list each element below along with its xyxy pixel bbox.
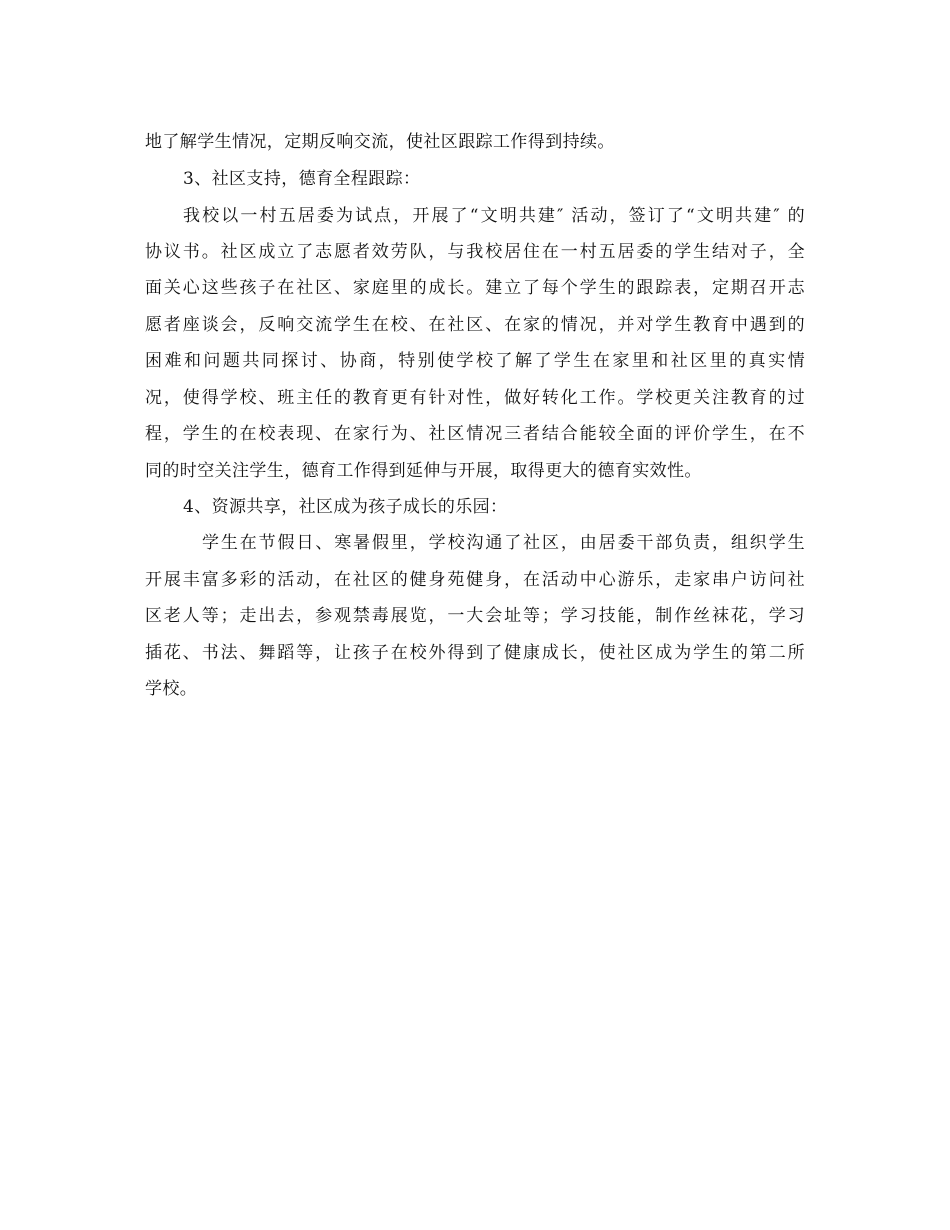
- paragraph-line: 学校。: [145, 679, 198, 699]
- paragraph-line: 困难和问题共同探讨、协商，特别使学校了解了学生在家里和社区里的真实情: [145, 351, 805, 371]
- paragraph-line: 况，使得学校、班主任的教育更有针对性，做好转化工作。学校更关注教育的过: [145, 388, 805, 408]
- section-heading: 3、社区支持，德育全程跟踪：: [183, 169, 421, 189]
- paragraph-line: 协议书。社区成立了志愿者效劳队，与我校居住在一村五居委的学生结对子，全: [145, 242, 805, 262]
- paragraph-line: 地了解学生情况，定期反响交流，使社区跟踪工作得到持续。: [145, 132, 615, 152]
- paragraph-line: 面关心这些孩子在社区、家庭里的成长。建立了每个学生的跟踪表，定期召开志: [145, 278, 805, 298]
- paragraph-line: 愿者座谈会，反响交流学生在校、在社区、在家的情况，并对学生教育中遇到的: [145, 315, 805, 335]
- paragraph-line: 同的时空关注学生，德育工作得到延伸与开展，取得更大的德育实效性。: [145, 461, 702, 481]
- paragraph-line: 程，学生的在校表现、在家行为、社区情况三者结合能较全面的评价学生，在不: [145, 424, 805, 444]
- section-heading: 4、资源共享，社区成为孩子成长的乐园：: [183, 497, 508, 517]
- paragraph-line: 我校以一村五居委为试点，开展了“文明共建″ 活动，签订了“文明共建″ 的: [183, 206, 805, 226]
- paragraph-line: 区老人等；走出去，参观禁毒展览，一大会址等；学习技能，制作丝袜花，学习: [145, 606, 805, 626]
- paragraph-line: 开展丰富多彩的活动，在社区的健身苑健身，在活动中心游乐，走家串户访问社: [145, 570, 805, 590]
- paragraph-line: 插花、书法、舞蹈等，让孩子在校外得到了健康成长，使社区成为学生的第二所: [145, 643, 805, 663]
- paragraph-line: 学生在节假日、寒暑假里，学校沟通了社区，由居委干部负责，组织学生: [202, 533, 805, 553]
